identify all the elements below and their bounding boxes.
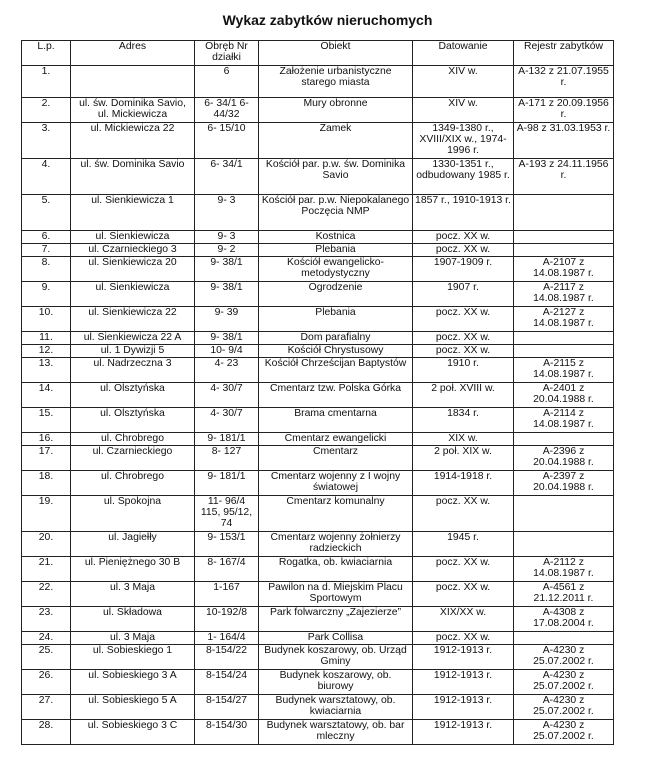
cell-rejestr: A-132 z 21.07.1955 r. [514,66,614,98]
cell-obiekt: Cmentarz wojenny z I wojny światowej [259,471,413,496]
cell-obreb: 8-154/30 [195,720,259,745]
header-lp: L.p. [22,41,71,66]
cell-lp: 6. [22,231,71,244]
table-body [22,66,614,745]
cell-rejestr [514,231,614,244]
cell-adres: ul. Sobieskiego 3 A [71,670,195,695]
cell-obreb: 6- 34/1 6- 44/32 [195,98,259,123]
cell-obreb: 8-154/22 [195,645,259,670]
cell-adres: ul. Sienkiewicza 1 [71,195,195,231]
cell-rejestr: A-2127 z 14.08.1987 r. [514,307,614,332]
cell-datowanie: XIX/XX w. [413,607,514,632]
cell-adres [71,66,195,98]
cell-adres: ul. Sienkiewicza 20 [71,257,195,282]
cell-adres: ul. 1 Dywizji 5 [71,345,195,358]
cell-rejestr [514,496,614,532]
cell-rejestr: A-4561 z 21.12.2011 r. [514,582,614,607]
cell-obiekt: Cmentarz tzw. Polska Górka [259,383,413,408]
cell-datowanie: XIV w. [413,66,514,98]
cell-obreb: 6- 15/10 [195,123,259,159]
cell-obiekt: Założenie urbanistyczne starego miasta [259,66,413,98]
cell-obiekt: Budynek koszarowy, ob. Urząd Gminy [259,645,413,670]
cell-lp: 17. [22,446,71,471]
cell-adres: ul. Chrobrego [71,471,195,496]
cell-obreb: 1- 164/4 [195,632,259,645]
cell-datowanie: pocz. XX w. [413,582,514,607]
cell-obiekt: Mury obronne [259,98,413,123]
cell-lp: 15. [22,408,71,433]
cell-obiekt: Brama cmentarna [259,408,413,433]
cell-obreb: 4- 30/7 [195,383,259,408]
cell-lp: 8. [22,257,71,282]
header-datowanie: Datowanie [413,41,514,66]
cell-lp: 25. [22,645,71,670]
cell-obreb: 6 [195,66,259,98]
cell-datowanie: 1349-1380 r., XVIII/XIX w., 1974-1996 r. [413,123,514,159]
cell-datowanie: pocz. XX w. [413,231,514,244]
cell-adres: ul. św. Dominika Savio [71,159,195,195]
cell-obiekt: Budynek warsztatowy, ob. bar mleczny [259,720,413,745]
cell-adres: ul. 3 Maja [71,582,195,607]
cell-lp: 24. [22,632,71,645]
cell-datowanie: XIV w. [413,98,514,123]
cell-lp: 9. [22,282,71,307]
cell-lp: 4. [22,159,71,195]
header-adres: Adres [71,41,195,66]
cell-obreb: 8- 167/4 [195,557,259,582]
cell-rejestr: A-4308 z 17.08.2004 r. [514,607,614,632]
cell-adres: ul. Sienkiewicza 22 A [71,332,195,345]
monuments-table [21,40,614,745]
cell-rejestr [514,195,614,231]
cell-obiekt: Kościół par. p.w. św. Dominika Savio [259,159,413,195]
cell-datowanie: 1912-1913 r. [413,695,514,720]
cell-datowanie: pocz. XX w. [413,307,514,332]
table-row [22,257,614,282]
cell-lp: 12. [22,345,71,358]
cell-lp: 20. [22,532,71,557]
cell-rejestr: A-2107 z 14.08.1987 r. [514,257,614,282]
cell-obreb: 9- 181/1 [195,433,259,446]
cell-obreb: 9- 153/1 [195,532,259,557]
table-header-row [22,41,614,66]
page-title: Wykaz zabytków nieruchomych [222,12,433,28]
cell-obreb: 8-154/27 [195,695,259,720]
table-row [22,244,614,257]
table-row [22,471,614,496]
cell-rejestr [514,345,614,358]
cell-rejestr: A-2112 z 14.08.1987 r. [514,557,614,582]
table-row [22,332,614,345]
table-row [22,670,614,695]
table-row [22,695,614,720]
cell-lp: 28. [22,720,71,745]
cell-datowanie: 1907-1909 r. [413,257,514,282]
cell-datowanie: XIX w. [413,433,514,446]
cell-adres: ul. Sobieskiego 5 A [71,695,195,720]
cell-obreb: 8-154/24 [195,670,259,695]
cell-obiekt: Rogatka, ob. kwiaciarnia [259,557,413,582]
cell-adres: ul. Pieniężnego 30 B [71,557,195,582]
table-row [22,282,614,307]
cell-obiekt: Kościół ewangelicko-metodystyczny [259,257,413,282]
cell-datowanie: pocz. XX w. [413,345,514,358]
cell-datowanie: pocz. XX w. [413,332,514,345]
cell-lp: 18. [22,471,71,496]
cell-datowanie: 1945 r. [413,532,514,557]
cell-obreb: 9- 39 [195,307,259,332]
table-row [22,98,614,123]
cell-datowanie: 2 poł. XVIII w. [413,383,514,408]
table-row [22,358,614,383]
cell-rejestr: A-4230 z 25.07.2002 r. [514,670,614,695]
cell-adres: ul. Sobieskiego 3 C [71,720,195,745]
cell-obreb: 9- 3 [195,195,259,231]
cell-adres: ul. św. Dominika Savio, ul. Mickiewicza [71,98,195,123]
table-row [22,557,614,582]
cell-datowanie: 1914-1918 r. [413,471,514,496]
cell-datowanie: 2 poł. XIX w. [413,446,514,471]
cell-adres: ul. Jagiełły [71,532,195,557]
cell-rejestr: A-2397 z 20.04.1988 r. [514,471,614,496]
header-obreb: Obręb Nr działki [195,41,259,66]
cell-lp: 23. [22,607,71,632]
cell-lp: 7. [22,244,71,257]
cell-rejestr: A-2117 z 14.08.1987 r. [514,282,614,307]
cell-obreb: 1-167 [195,582,259,607]
cell-datowanie: 1834 r. [413,408,514,433]
cell-obreb: 9- 38/1 [195,257,259,282]
cell-rejestr: A-2396 z 20.04.1988 r. [514,446,614,471]
table-row [22,446,614,471]
cell-obiekt: Ogrodzenie [259,282,413,307]
cell-rejestr: A-193 z 24.11.1956 r. [514,159,614,195]
cell-adres: ul. Sienkiewicza [71,282,195,307]
cell-obiekt: Kostnica [259,231,413,244]
cell-obreb: 9- 38/1 [195,282,259,307]
cell-obiekt: Cmentarz ewangelicki [259,433,413,446]
cell-rejestr [514,332,614,345]
cell-adres: ul. Sienkiewicza [71,231,195,244]
cell-obiekt: Dom parafialny [259,332,413,345]
cell-adres: ul. Składowa [71,607,195,632]
cell-lp: 1. [22,66,71,98]
cell-adres: ul. 3 Maja [71,632,195,645]
table-row [22,195,614,231]
table-row [22,582,614,607]
cell-datowanie: 1912-1913 r. [413,645,514,670]
table-row [22,66,614,98]
cell-obiekt: Cmentarz wojenny żołnierzy radzieckich [259,532,413,557]
cell-rejestr: A-4230 z 25.07.2002 r. [514,645,614,670]
cell-lp: 13. [22,358,71,383]
cell-adres: ul. Mickiewicza 22 [71,123,195,159]
table-row [22,408,614,433]
cell-adres: ul. Czarnieckiego [71,446,195,471]
cell-obreb: 10- 9/4 [195,345,259,358]
cell-rejestr: A-2401 z 20.04.1988 r. [514,383,614,408]
cell-obiekt: Park Collisa [259,632,413,645]
cell-obiekt: Budynek warsztatowy, ob. kwiaciarnia [259,695,413,720]
cell-datowanie: pocz. XX w. [413,557,514,582]
cell-lp: 26. [22,670,71,695]
cell-obreb: 9- 38/1 [195,332,259,345]
table-row [22,383,614,408]
cell-lp: 21. [22,557,71,582]
table-row [22,720,614,745]
cell-rejestr [514,532,614,557]
cell-adres: ul. Olsztyńska [71,408,195,433]
cell-obreb: 9- 2 [195,244,259,257]
cell-adres: ul. Chrobrego [71,433,195,446]
cell-obreb: 6- 34/1 [195,159,259,195]
cell-obreb: 9- 3 [195,231,259,244]
cell-adres: ul. Nadrzeczna 3 [71,358,195,383]
cell-datowanie: 1330-1351 r., odbudowany 1985 r. [413,159,514,195]
header-obiekt: Obiekt [259,41,413,66]
header-rejestr: Rejestr zabytków [514,41,614,66]
cell-lp: 22. [22,582,71,607]
table-row [22,307,614,332]
cell-adres: ul. Spokojna [71,496,195,532]
cell-adres: ul. Sobieskiego 1 [71,645,195,670]
table-row [22,532,614,557]
table-row [22,433,614,446]
table-row [22,607,614,632]
cell-obiekt: Cmentarz komunalny [259,496,413,532]
cell-datowanie: pocz. XX w. [413,632,514,645]
cell-rejestr [514,632,614,645]
cell-rejestr: A-171 z 20.09.1956 r. [514,98,614,123]
cell-obreb: 10-192/8 [195,607,259,632]
cell-lp: 3. [22,123,71,159]
table-row [22,123,614,159]
cell-datowanie: 1910 r. [413,358,514,383]
cell-obiekt: Kościół par. p.w. Niepokalanego Poczęcia NMP [259,195,413,231]
cell-datowanie: 1857 r., 1910-1913 r. [413,195,514,231]
cell-obreb: 8- 127 [195,446,259,471]
cell-obiekt: Kościół Chrześcijan Baptystów [259,358,413,383]
cell-obreb: 4- 30/7 [195,408,259,433]
cell-obiekt: Plebania [259,307,413,332]
table-row [22,231,614,244]
cell-obiekt: Zamek [259,123,413,159]
cell-obreb: 11- 96/4 115, 95/12, 74 [195,496,259,532]
cell-rejestr: A-2114 z 14.08.1987 r. [514,408,614,433]
cell-datowanie: 1907 r. [413,282,514,307]
table-row [22,632,614,645]
cell-lp: 2. [22,98,71,123]
cell-lp: 14. [22,383,71,408]
cell-datowanie: 1912-1913 r. [413,670,514,695]
cell-lp: 16. [22,433,71,446]
cell-rejestr [514,433,614,446]
cell-obreb: 9- 181/1 [195,471,259,496]
cell-rejestr [514,244,614,257]
table-row [22,496,614,532]
cell-obiekt: Plebania [259,244,413,257]
cell-datowanie: 1912-1913 r. [413,720,514,745]
cell-obreb: 4- 23 [195,358,259,383]
cell-lp: 27. [22,695,71,720]
table-row [22,159,614,195]
cell-rejestr: A-4230 z 25.07.2002 r. [514,695,614,720]
cell-rejestr: A-4230 z 25.07.2002 r. [514,720,614,745]
cell-adres: ul. Czarnieckiego 3 [71,244,195,257]
table-row [22,645,614,670]
table-row [22,345,614,358]
cell-lp: 19. [22,496,71,532]
cell-lp: 11. [22,332,71,345]
cell-obiekt: Kościół Chrystusowy [259,345,413,358]
cell-datowanie: pocz. XX w. [413,244,514,257]
cell-adres: ul. Olsztyńska [71,383,195,408]
cell-rejestr: A-98 z 31.03.1953 r. [514,123,614,159]
cell-obiekt: Pawilon na d. Miejskim Placu Sportowym [259,582,413,607]
cell-datowanie: pocz. XX w. [413,496,514,532]
cell-lp: 5. [22,195,71,231]
cell-rejestr: A-2115 z 14.08.1987 r. [514,358,614,383]
cell-adres: ul. Sienkiewicza 22 [71,307,195,332]
cell-obiekt: Budynek koszarowy, ob. biurowy [259,670,413,695]
cell-obiekt: Cmentarz [259,446,413,471]
cell-lp: 10. [22,307,71,332]
cell-obiekt: Park folwarczny „Zajezierze” [259,607,413,632]
